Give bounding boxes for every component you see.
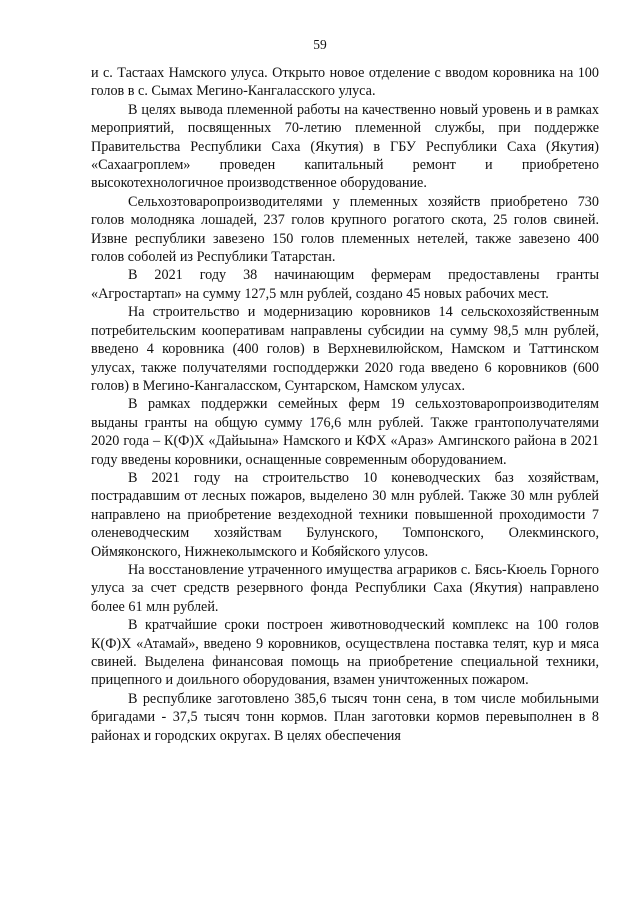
paragraph: В рамках поддержки семейных ферм 19 сельхозтоваропроизводителям выданы гранты на общую сумму 176,6 млн рублей. Также грантополучателями 2020 года – К(Ф)Х «Дайыына» Намского и КФХ «Араз» Амгинского района в 2021 году введены коровники, оснащенные современным оборудованием. (91, 396, 599, 468)
paragraph-continues: В республике заготовлено 385,6 тысяч тонн сена, в том числе мобильными бригадами - 37,5 тысяч тонн кормов. План заготовки кормов перевыполнен в 8 районах и городских округах. В целях обеспечения (91, 690, 599, 744)
paragraph: В кратчайшие сроки построен животноводческий комплекс на 100 голов К(Ф)Х «Атамай», введено 9 коровников, осуществлена поставка телят, кур и мяса свиней. Выделена финансовая помощь на приобретение специальной техники, прицепного и доильного оборудования, взамен уничтоженных пожаром. (91, 617, 599, 689)
paragraph: В целях вывода племенной работы на качественно новый уровень и в рамках мероприятий, посвященных 70-летию племенной службы, при поддержке Правительства Республики Саха (Якутия) в ГБУ Республики Саха (Якутия) «Сахаагроплем» проведен капитальный ремонт и приобретено высокотехнологичное производственное оборудование. (91, 101, 599, 192)
paragraph-continuation: и с. Тастаах Намского улуса. Открыто новое отделение с вводом коровника на 100 голов в с. Сымах Мегино-Кангаласского улуса. (91, 65, 599, 100)
paragraph: В 2021 году 38 начинающим фермерам предоставлены гранты «Агростартап» на сумму 127,5 млн рублей, создано 45 новых рабочих мест. (91, 267, 599, 302)
page-body (91, 64, 599, 745)
paragraph: Сельхозтоваропроизводителями у племенных хозяйств приобретено 730 голов молодняка лошадей, 237 голов крупного рогатого скота, 25 голов свиней. Извне республики завезено 150 голов племенных нетелей, также завезено 400 голов соболей из Республики Татарстан. (91, 193, 599, 266)
paragraph: На строительство и модернизацию коровников 14 сельскохозяйственным потребительским кооперативам направлены субсидии на сумму 98,5 млн рублей, введено 4 коровника (400 голов) в Верхневилюйском, Намском и Таттинском улусах, также получателями господдержки 2020 года введено 6 коровников (600 голов) в Мегино-Кангаласском, Сунтарском, Намском улусах. (91, 304, 599, 394)
paragraph: В 2021 году на строительство 10 коневодческих баз хозяйствам, пострадавшим от лесных пожаров, выделено 30 млн рублей. Также 30 млн рублей направлено на приобретение вездеходной техники повышенной проходимости 7 оленеводческим хозяйствам Булунского, Томпонского, Олекминского, Оймяконского, Нижнеколымского и Кобяйского улусов. (91, 469, 599, 560)
page-number: 59 (313, 37, 327, 52)
paragraph: На восстановление утраченного имущества аграриков с. Бясь-Кюель Горного улуса за счет средств резервного фонда Республики Саха (Якутия) направлено более 61 млн рублей. (91, 561, 599, 615)
